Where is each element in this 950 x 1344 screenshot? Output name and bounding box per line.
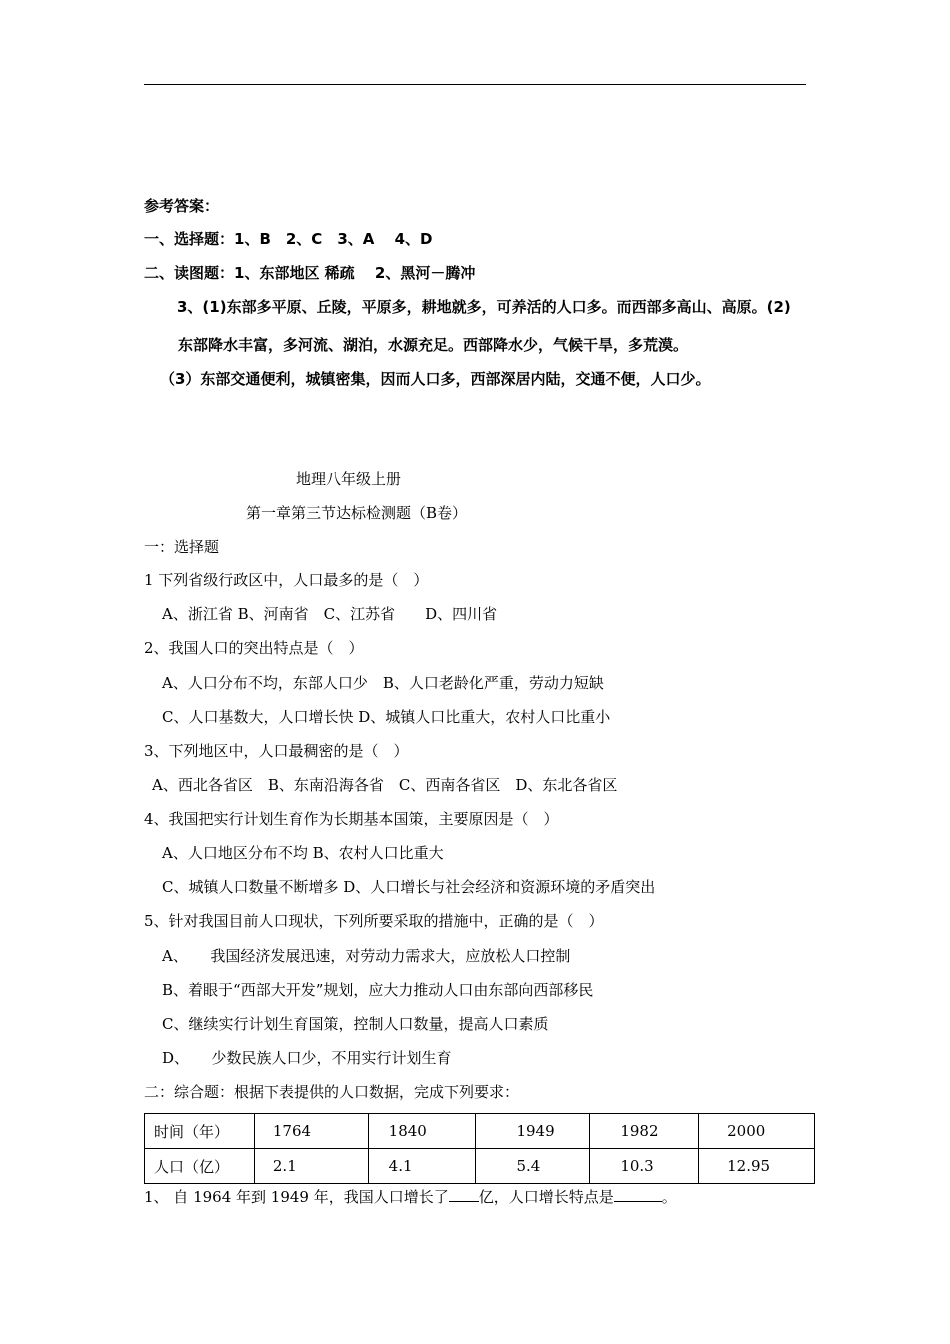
answer-blank[interactable] xyxy=(449,1187,479,1202)
table-cell-year: 1949 xyxy=(476,1114,590,1149)
table-cell-population: 10.3 xyxy=(590,1149,699,1184)
answers-part1: 一、选择题：1、B 2、C 3、A 4、D xyxy=(144,230,433,248)
question-5-option-b: B、着眼于“西部大开发”规划，应大力推动人口由东部向西部移民 xyxy=(162,981,594,999)
population-table xyxy=(144,1113,815,1184)
table-header-year: 时间（年） xyxy=(145,1114,255,1149)
fill-question-1-part-c: 。 xyxy=(661,1188,677,1206)
question-2: 2、我国人口的突出特点是（ ） xyxy=(144,639,364,657)
table-cell-population: 4.1 xyxy=(368,1149,476,1184)
table-cell-year: 1764 xyxy=(254,1114,368,1149)
answers-heading: 参考答案： xyxy=(144,197,220,215)
table-row-population xyxy=(145,1149,815,1184)
answers-q3-line2: 东部降水丰富，多河流、湖泊，水源充足。西部降水少，气候干旱，多荒漠。 xyxy=(178,336,689,354)
table-cell-year: 1982 xyxy=(590,1114,699,1149)
fill-question-1-part-b: 亿，人口增长特点是 xyxy=(478,1188,614,1206)
table-header-population: 人口（亿） xyxy=(145,1149,255,1184)
answers-q3-line1: 3、(1)东部多平原、丘陵，平原多，耕地就多，可养活的人口多。而西部多高山、高原。(2) xyxy=(177,298,791,316)
fill-question-1-part-a: 1、 自 1964 年到 1949 年，我国人口增长了 xyxy=(144,1188,449,1206)
question-5-option-d: D、 少数民族人口少，不用实行计划生育 xyxy=(162,1049,452,1067)
section-comprehensive: 二：综合题：根据下表提供的人口数据，完成下列要求： xyxy=(144,1083,520,1101)
table-cell-year: 1840 xyxy=(368,1114,476,1149)
test-subtitle: 第一章第三节达标检测题（B卷） xyxy=(246,504,468,522)
question-4: 4、我国把实行计划生育作为长期基本国策，主要原因是（ ） xyxy=(144,810,559,828)
answer-blank[interactable] xyxy=(614,1187,662,1202)
question-1-options: A、浙江省 B、河南省 C、江苏省 D、四川省 xyxy=(162,605,498,623)
table-cell-population: 5.4 xyxy=(476,1149,590,1184)
table-cell-population: 12.95 xyxy=(699,1149,815,1184)
answers-q3-line3: （3）东部交通便利，城镇密集，因而人口多，西部深居内陆，交通不便，人口少。 xyxy=(160,370,711,388)
table-cell-year: 2000 xyxy=(699,1114,815,1149)
question-4-options-1: A、人口地区分布不均 B、农村人口比重大 xyxy=(162,844,444,862)
question-5-option-c: C、继续实行计划生育国策，控制人口数量，提高人口素质 xyxy=(162,1015,549,1033)
header-rule xyxy=(144,84,806,85)
fill-question-1 xyxy=(144,1187,677,1207)
question-1: 1 下列省级行政区中，人口最多的是（ ） xyxy=(144,571,429,589)
table-cell-population: 2.1 xyxy=(254,1149,368,1184)
table-row-years xyxy=(145,1114,815,1149)
question-2-options-2: C、人口基数大，人口增长快 D、城镇人口比重大，农村人口比重小 xyxy=(162,708,611,726)
section-choice: 一：选择题 xyxy=(144,538,220,556)
question-5-option-a: A、 我国经济发展迅速，对劳动力需求大，应放松人口控制 xyxy=(162,947,571,965)
question-5: 5、针对我国目前人口现状，下列所要采取的措施中，正确的是（ ） xyxy=(144,912,604,930)
question-2-options-1: A、人口分布不均，东部人口少 B、人口老龄化严重，劳动力短缺 xyxy=(162,674,604,692)
question-4-options-2: C、城镇人口数量不断增多 D、人口增长与社会经济和资源环境的矛盾突出 xyxy=(162,878,656,896)
test-title: 地理八年级上册 xyxy=(296,470,402,488)
question-3-options: A、西北各省区 B、东南沿海各省 C、西南各省区 D、东北各省区 xyxy=(152,776,618,794)
answers-part2: 二、读图题：1、东部地区 稀疏 2、黑河－腾冲 xyxy=(144,264,476,282)
question-3: 3、下列地区中，人口最稠密的是（ ） xyxy=(144,742,409,760)
